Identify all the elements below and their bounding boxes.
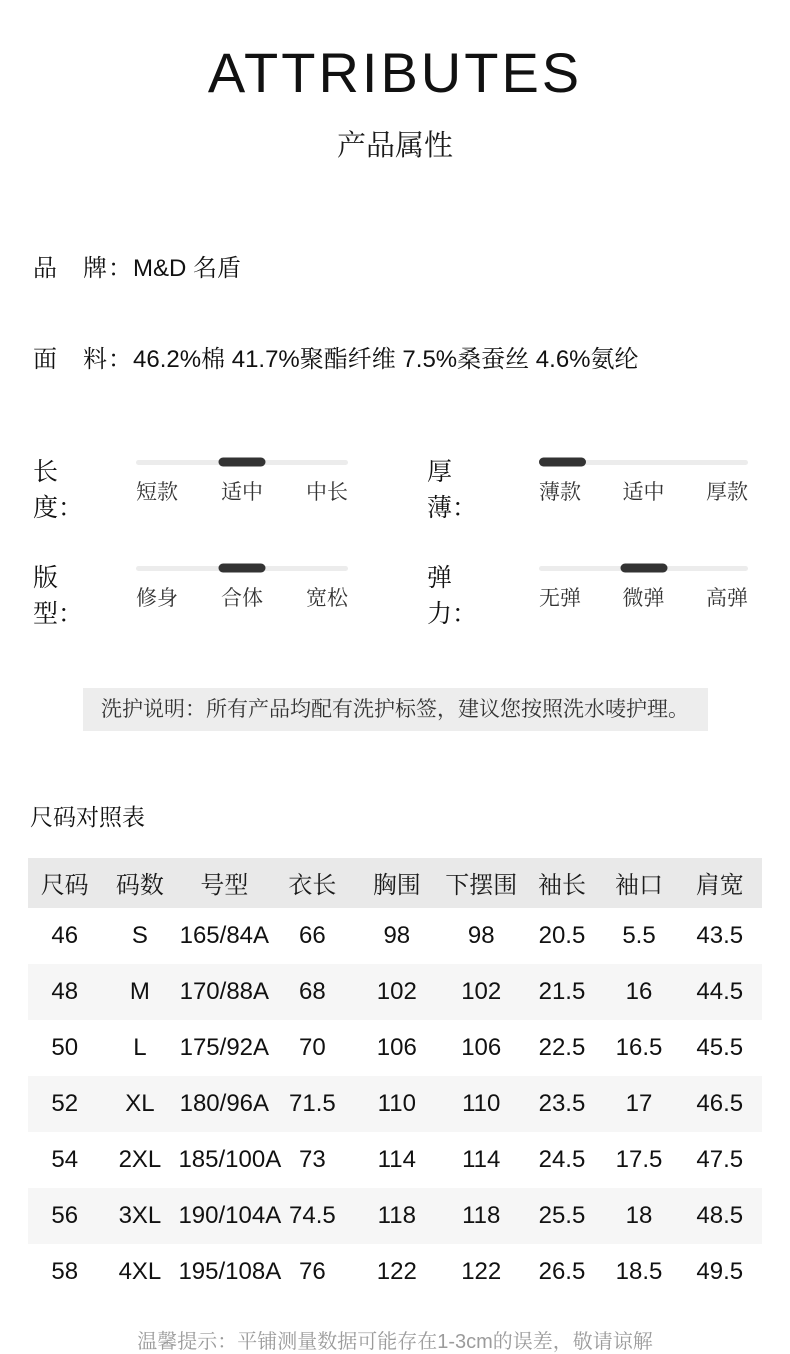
slider-option: 适中 [622,480,665,504]
attribute-slider-elasticity [422,558,762,630]
size-table-header [28,858,762,908]
measurement-disclaimer: 温馨提示：平铺测量数据可能存在1-3cm的误差，敬请谅解 [137,1330,653,1353]
fabric-label: 面 料： [33,345,133,373]
column-header: 胸围 [355,858,439,908]
table-cell: 2XL [118,1145,162,1173]
table-cell: 68 [299,977,326,1005]
table-cell: 23.5 [538,1089,586,1117]
table-cell: 122 [461,1257,502,1285]
table-cell: S [131,921,148,949]
table-cell: XL [125,1089,155,1117]
table-cell: 118 [462,1201,501,1229]
table-cell: 71.5 [289,1089,336,1117]
table-cell: 66 [299,921,326,949]
slider-options [539,476,748,506]
table-cell: 58 [51,1257,79,1285]
care-instructions-note: 洗护说明：所有产品均配有洗护标签，建议您按照洗水唛护理。 [83,688,708,731]
table-row [28,964,762,1020]
table-cell: 74.5 [289,1201,336,1229]
table-cell: 48.5 [696,1201,744,1229]
table-cell: M [129,977,150,1005]
slider-option: 修身 [136,586,178,610]
column-header: 号型 [178,858,270,908]
table-row [28,1188,762,1244]
table-row [28,1244,762,1300]
table-cell: 17.5 [615,1145,663,1173]
table-cell: 102 [376,977,417,1005]
column-header: 袖长 [523,858,600,908]
table-row [28,1020,762,1076]
table-cell: 48 [51,977,79,1005]
slider [136,558,348,630]
table-cell: 45.5 [696,1033,744,1061]
size-chart-title: 尺码对照表 [30,803,145,830]
slider-pill [539,458,586,467]
table-cell: 98 [383,921,411,949]
table-cell: 76 [299,1257,326,1285]
slider-option: 无弹 [539,586,581,610]
attribute-slider-length [28,452,377,524]
attribute-label: 弹 力： [427,563,478,628]
column-header: 衣长 [270,858,354,908]
slider-option: 厚款 [706,480,748,504]
column-header: 袖口 [600,858,677,908]
table-cell: 18.5 [615,1257,663,1285]
table-cell: 52 [51,1089,79,1117]
slider [539,558,748,630]
table-cell: 185/100A [178,1145,282,1173]
slider-track [136,566,348,571]
table-cell: 50 [51,1033,79,1061]
brand-value: M&D 名盾 [133,254,241,282]
table-row [28,1132,762,1188]
slider-options [136,476,348,506]
slider-options [539,582,748,612]
slider-track [136,460,348,465]
page-subtitle: 产品属性 [336,129,453,162]
slider-option: 适中 [221,480,263,504]
slider-options [136,582,348,612]
table-cell: 118 [377,1201,416,1229]
table-cell: 46.5 [696,1089,744,1117]
table-cell: 175/92A [179,1033,270,1061]
brand-label: 品 牌： [33,254,133,282]
page-title: ATTRIBUTES [207,41,583,104]
table-cell: 180/96A [179,1089,270,1117]
header-row [28,858,762,908]
table-cell: 4XL [118,1257,162,1285]
column-header: 下摆围 [439,858,523,908]
table-cell: 114 [377,1145,416,1173]
table-cell: 106 [461,1033,502,1061]
slider-track [539,460,748,465]
slider-option: 高弹 [706,586,748,610]
column-header: 肩宽 [678,858,762,908]
table-cell: 47.5 [696,1145,744,1173]
attribute-slider-thickness [422,452,762,524]
table-cell: 43.5 [696,921,744,949]
slider-pill [219,458,266,467]
slider-option: 中长 [306,480,348,504]
brand-line [33,248,762,283]
size-table-body [28,908,762,1300]
table-cell: L [133,1033,147,1061]
slider-pill [219,564,266,573]
slider-option: 微弹 [622,586,665,610]
table-cell: 170/88A [179,977,270,1005]
attribute-label: 厚 薄： [427,457,478,522]
table-cell: 98 [467,921,495,949]
fabric-value: 46.2%棉 41.7%聚酯纤维 7.5%桑蚕丝 4.6%氨纶 [133,345,639,373]
table-cell: 25.5 [538,1201,586,1229]
table-cell: 56 [51,1201,79,1229]
slider [539,452,748,524]
product-attributes-page [0,41,790,1353]
slider-track [539,566,748,571]
table-cell: 5.5 [622,921,656,949]
slider [136,452,348,524]
table-cell: 17 [625,1089,653,1117]
table-cell: 110 [377,1089,416,1117]
attribute-label: 长 度： [33,457,84,522]
table-cell: 114 [462,1145,501,1173]
table-cell: 3XL [118,1201,162,1229]
table-row [28,908,762,964]
attribute-sliders [28,452,762,630]
table-cell: 22.5 [538,1033,586,1061]
fabric-line [33,339,762,374]
size-chart-table [28,858,762,1300]
table-cell: 26.5 [538,1257,586,1285]
table-cell: 70 [299,1033,326,1061]
table-cell: 24.5 [538,1145,586,1173]
slider-option: 合体 [221,586,263,610]
attribute-label: 版 型： [33,563,84,628]
table-row [28,1076,762,1132]
table-cell: 16 [625,977,653,1005]
table-cell: 44.5 [696,977,744,1005]
table-cell: 16.5 [615,1033,663,1061]
table-cell: 46 [51,921,79,949]
slider-option: 短款 [136,480,178,504]
table-cell: 18 [625,1201,653,1229]
slider-pill [620,564,667,573]
table-cell: 102 [461,977,502,1005]
table-cell: 49.5 [696,1257,744,1285]
attribute-slider-fit [28,558,377,630]
column-header: 尺码 [28,858,101,908]
table-cell: 54 [51,1145,79,1173]
table-cell: 110 [462,1089,501,1117]
table-cell: 195/108A [178,1257,282,1285]
column-header: 码数 [101,858,178,908]
table-cell: 122 [376,1257,417,1285]
table-cell: 106 [376,1033,417,1061]
table-cell: 73 [299,1145,326,1173]
table-cell: 190/104A [178,1201,282,1229]
table-cell: 21.5 [538,977,586,1005]
table-cell: 165/84A [179,921,270,949]
slider-option: 宽松 [306,586,348,610]
table-cell: 20.5 [538,921,586,949]
slider-option: 薄款 [539,480,581,504]
